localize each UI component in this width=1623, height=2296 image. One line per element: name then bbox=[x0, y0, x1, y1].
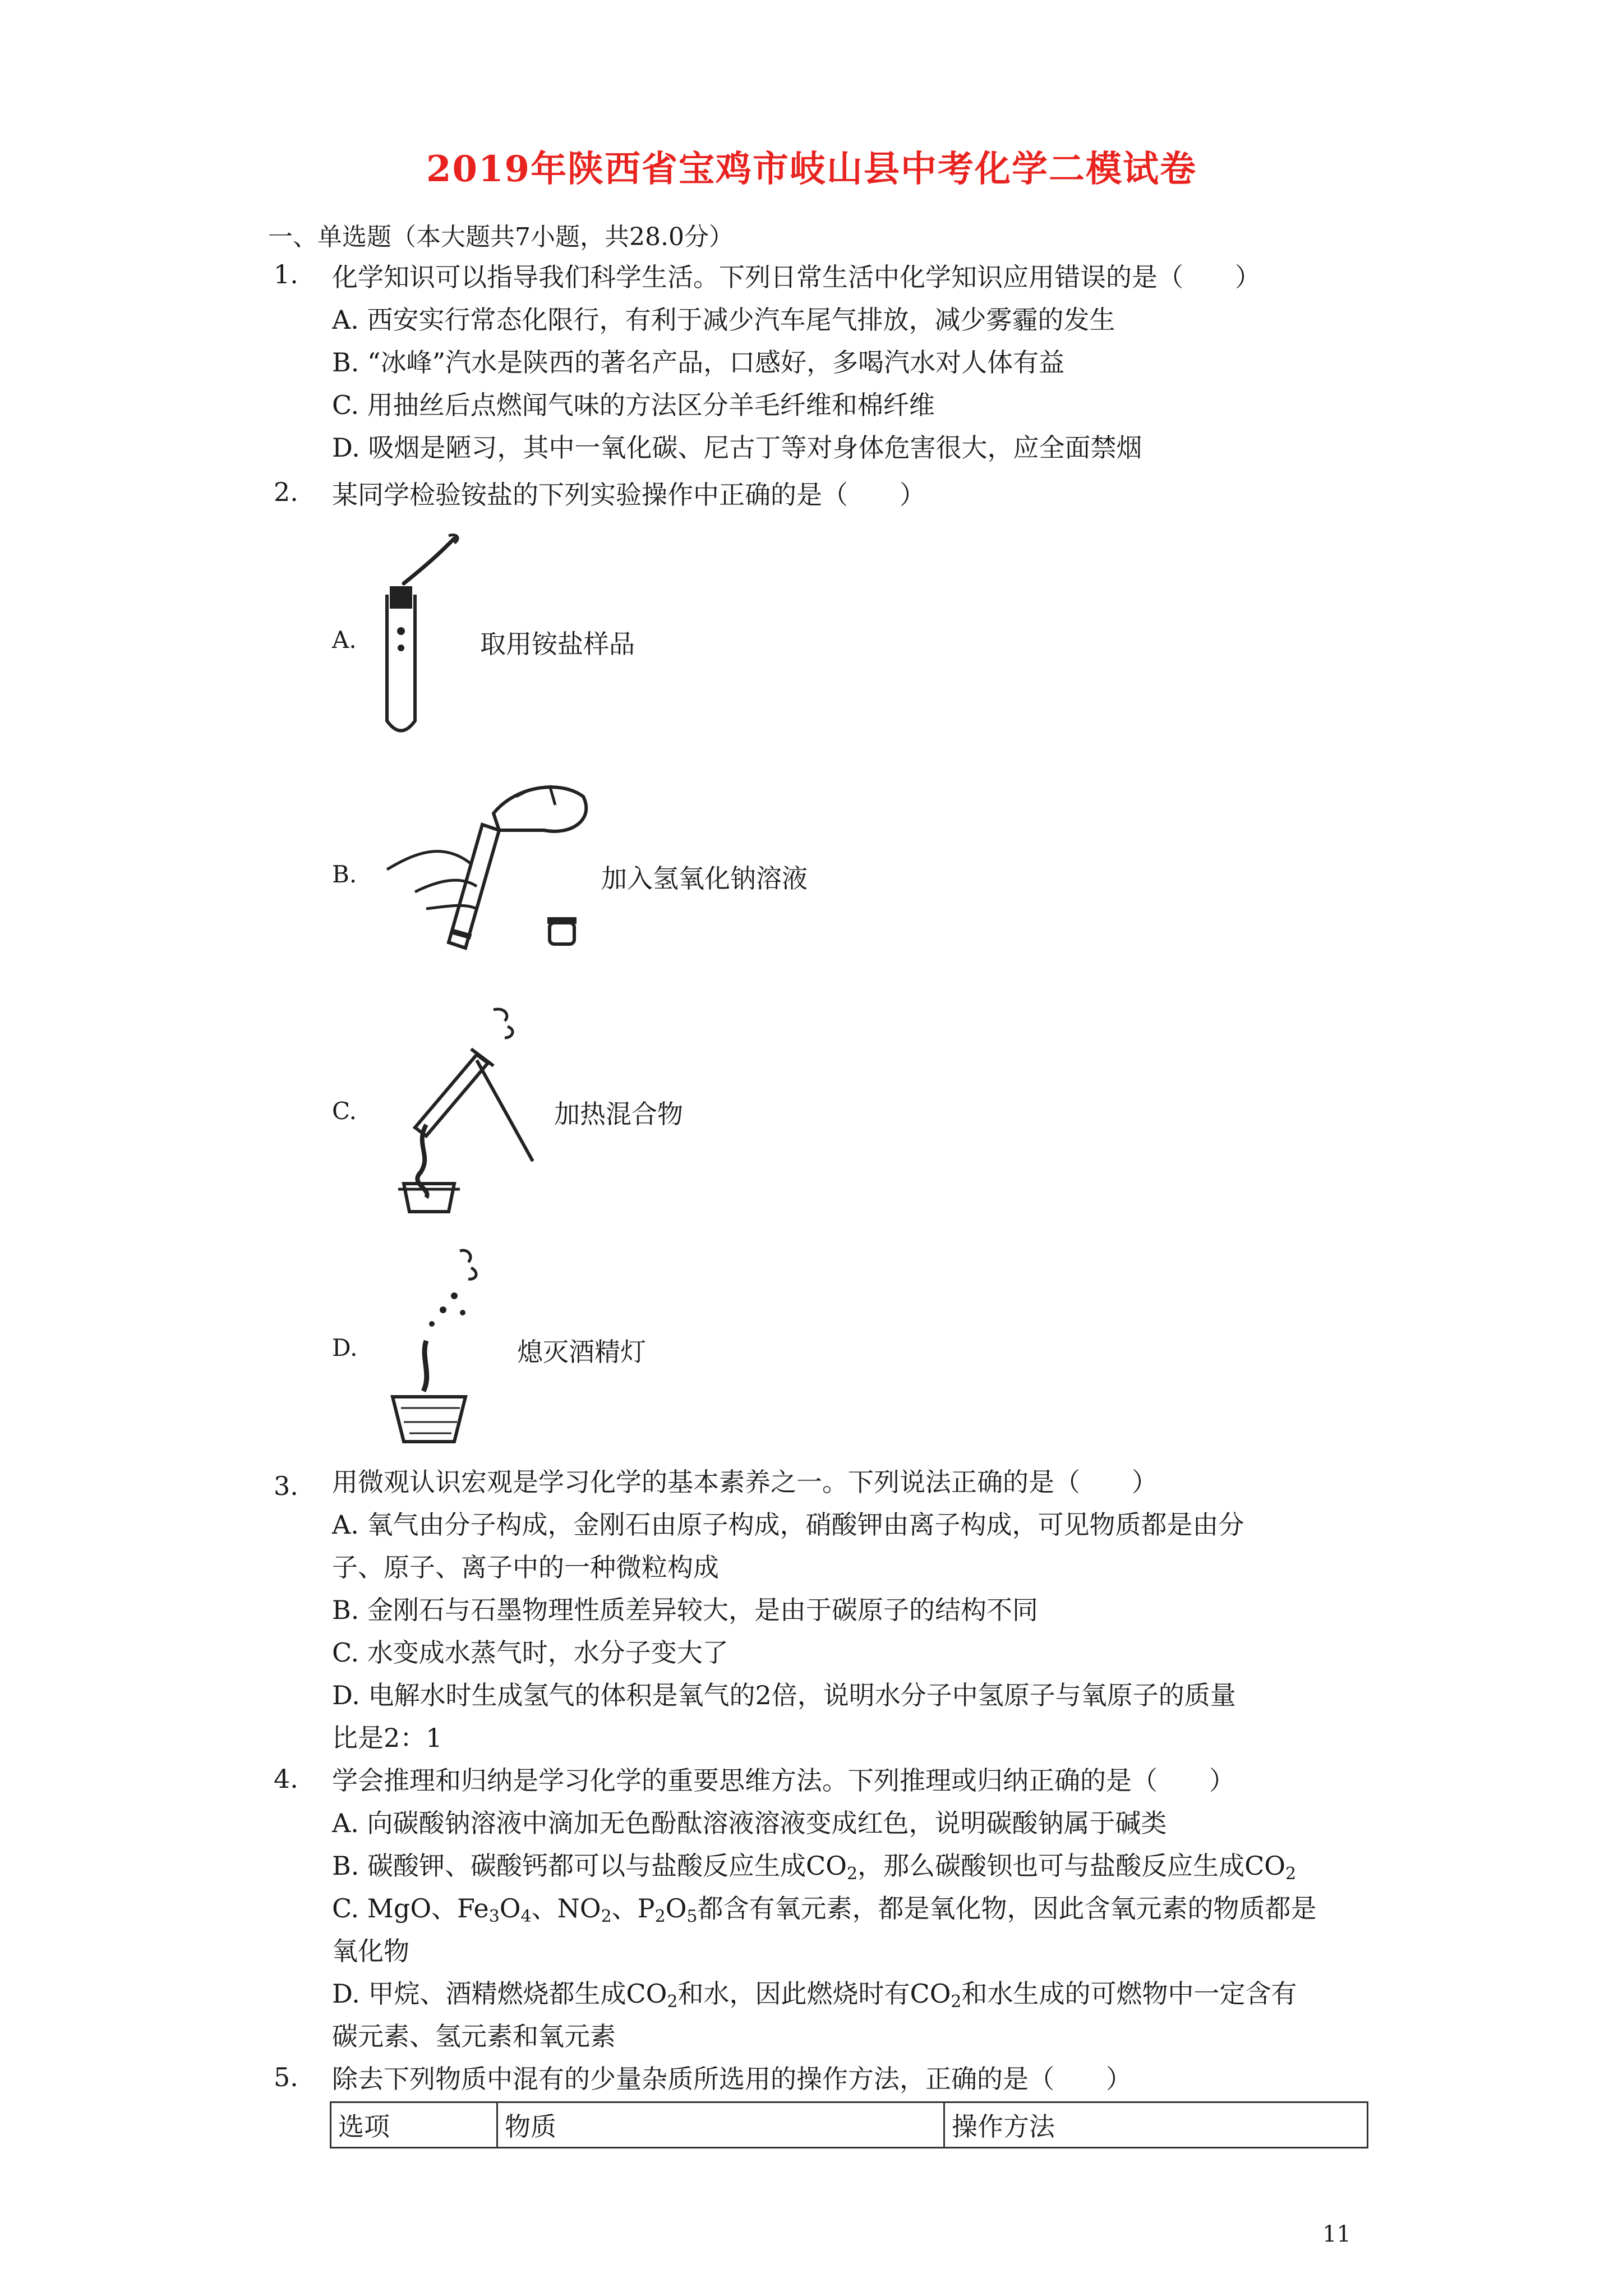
q3-stem: 用微观认识宏观是学习化学的基本素养之一。下列说法正确的是（ ） bbox=[332, 1467, 1158, 1497]
q2-number: 2. bbox=[274, 477, 298, 507]
q3-option-c: C. 水变成水蒸气时，水分子变大了 bbox=[332, 1637, 728, 1668]
q1-option-c: C. 用抽丝后点燃闻气味的方法区分羊毛纤维和棉纤维 bbox=[332, 390, 935, 420]
pouring-solution-figure bbox=[381, 774, 606, 959]
exam-title: 2019年陕西省宝鸡市岐山县中考化学二模试卷 bbox=[426, 148, 1197, 190]
q1-option-b: B. “冰峰”汽水是陕西的著名产品，口感好，多喝汽水对人体有益 bbox=[332, 347, 1065, 378]
q4-option-d-line2: 碳元素、氢元素和氧元素 bbox=[332, 2021, 616, 2051]
q1-option-a: A. 西安实行常态化限行，有利于减少汽车尾气排放，减少雾霾的发生 bbox=[332, 305, 1115, 335]
table-header-option: 选项 bbox=[331, 2102, 497, 2148]
q4-stem: 学会推理和归纳是学习化学的重要思维方法。下列推理或归纳正确的是（ ） bbox=[332, 1765, 1235, 1796]
q3-option-b: B. 金刚石与石墨物理性质差异较大，是由于碳原子的结构不同 bbox=[332, 1595, 1039, 1625]
q4-option-d-line1: D. 甲烷、酒精燃烧都生成$CO_2$和水，因此燃烧时有$CO_2$和水生成的可燃物中一定含有 bbox=[332, 1978, 1297, 2012]
test-tube-spatula-figure bbox=[370, 533, 482, 740]
q1-number: 1. bbox=[274, 259, 298, 289]
q3-option-a-line1: A. 氧气由分子构成，金刚石由原子构成，硝酸钾由离子构成，可见物质都是由分 bbox=[332, 1510, 1244, 1540]
q2-option-c-label: C. bbox=[332, 1097, 357, 1125]
heating-mixture-figure bbox=[365, 1004, 566, 1217]
q1-option-d: D. 吸烟是陋习，其中一氧化碳、尼古丁等对身体危害很大，应全面禁烟 bbox=[332, 432, 1142, 463]
table-header-method: 操作方法 bbox=[944, 2102, 1368, 2148]
section-heading: 一、单选题（本大题共7小题，共28.0分） bbox=[268, 223, 734, 251]
q2-option-a-label: A. bbox=[332, 626, 357, 654]
q2-stem: 某同学检验铵盐的下列实验操作中正确的是（ ） bbox=[332, 480, 925, 510]
q2-option-b-label: B. bbox=[332, 861, 357, 888]
q4-option-b: B. 碳酸钾、碳酸钙都可以与盐酸反应生成$CO_2$，那么碳酸钡也可与盐酸反应生成$CO_2$ bbox=[332, 1851, 1297, 1884]
q2-option-c-text: 加热混合物 bbox=[554, 1099, 683, 1129]
q2-option-d-text: 熄灭酒精灯 bbox=[517, 1337, 646, 1367]
extinguish-lamp-figure bbox=[370, 1245, 538, 1447]
q1-stem: 化学知识可以指导我们科学生活。下列日常生活中化学知识应用错误的是（ ） bbox=[332, 262, 1261, 292]
q3-option-d-line1: D. 电解水时生成氢气的体积是氧气的2倍，说明水分子中氢原子与氧原子的质量 bbox=[332, 1680, 1236, 1710]
q2-option-a-text: 取用铵盐样品 bbox=[480, 629, 635, 659]
page-number: 11 bbox=[1322, 2221, 1351, 2247]
q5-stem: 除去下列物质中混有的少量杂质所选用的操作方法，正确的是（ ） bbox=[332, 2064, 1132, 2094]
table-header-substance: 物质 bbox=[497, 2102, 944, 2148]
q2-option-b-text: 加入氢氧化钠溶液 bbox=[601, 863, 808, 894]
q4-option-a: A. 向碳酸钠溶液中滴加无色酚酞溶液溶液变成红色，说明碳酸钠属于碱类 bbox=[332, 1808, 1167, 1838]
q5-table bbox=[330, 2101, 1368, 2148]
q2-option-d-label: D. bbox=[332, 1334, 358, 1361]
q4-option-c-line2: 氧化物 bbox=[332, 1936, 409, 1966]
q4-number: 4. bbox=[274, 1764, 298, 1794]
q4-option-c-line1: C. MgO、$Fe_3O_4$、$NO_2$、$P_2O_5$都含有氧元素，都是氧化物，因此含氧元素的物质都是 bbox=[332, 1893, 1317, 1926]
q5-number: 5. bbox=[274, 2062, 298, 2092]
q3-option-d-line2: 比是2：1 bbox=[332, 1723, 442, 1753]
table-row bbox=[331, 2102, 1368, 2148]
q3-number: 3. bbox=[274, 1471, 298, 1501]
q3-option-a-line2: 子、原子、离子中的一种微粒构成 bbox=[332, 1552, 719, 1582]
